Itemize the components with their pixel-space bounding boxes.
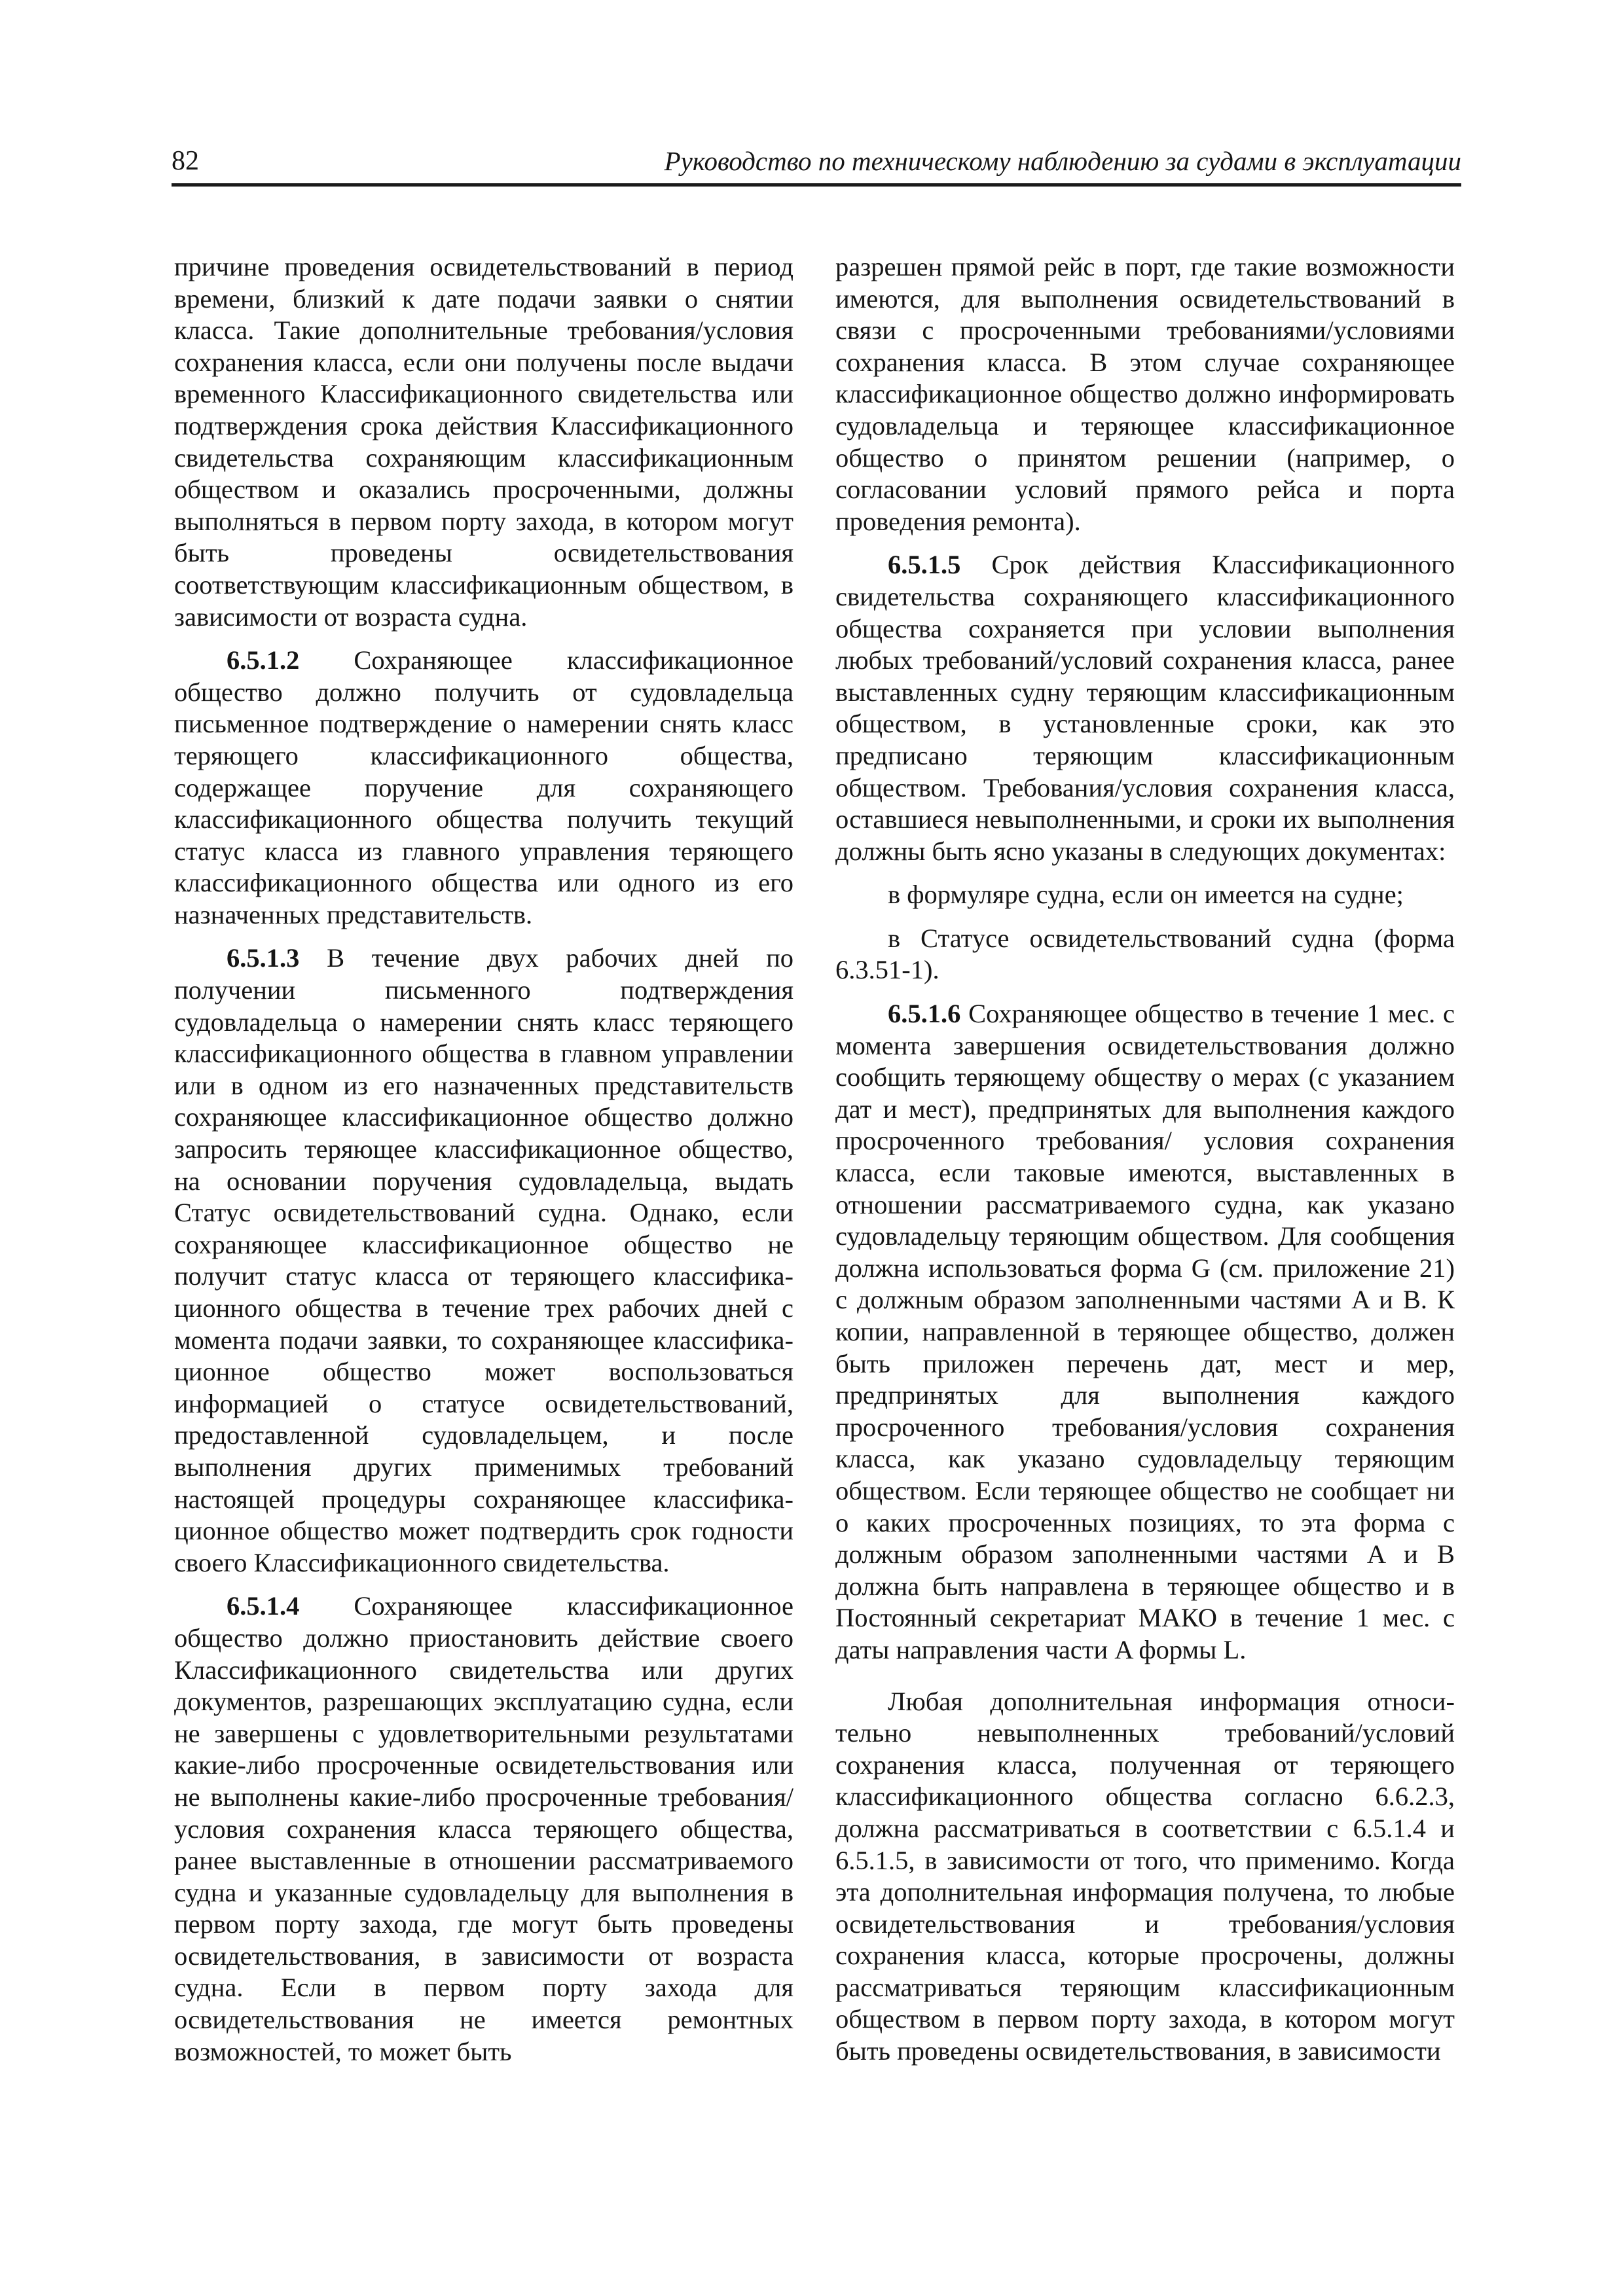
paragraph-text: Сохраняющее общество в течение 1 мес. с момента завершения освидетельствования должно сообщить теряющему обществу о мерах (с указанием дат и мест), предпринятых для выполнения каждого просроченного требования/ условия сохранения класса, если таковые имеются, выставленных в отношении рассматриваемого судна, как указано судовладельцу теряющим обществом. Для сообщения должна использоваться форма G (см. приложение 21) с должным образом заполненными частями A и B. К копии, направленной в теряющее общество, должен быть приложен перечень дат, мест и мер, предпринятых для выполнения каждого просроченного требования/условия сохранения класса, как указано судовладельцу теряющим обществом. Если теряющее общество не сообщает ни о каких просроченных позициях, то эта форма с должным образом заполненными частями A и B должна быть направлена в теряющее общество и в Постоянный секретариат МАКО в течение 1 мес. с даты направления части A формы L. xyxy=(835,999,1455,1664)
list-item: в формуляре судна, если он имеется на судне; xyxy=(888,880,1404,910)
list-item: в Статусе освидетельствований судна (форма 6.3.51-1). xyxy=(835,923,1455,985)
left-column xyxy=(174,251,793,2068)
paragraph-continuation: причине проведения освидетельствований в период времени, близкий к дате подачи заявки о снятии класса. Такие дополнительные требования/условия сохранения класса, если они получены после выдачи временного Классификационного свидетельства или подтверждения срока действия Классификационного свидетельства сохраняющим классификационным обществом и оказались просроченными, должны выполняться в первом порту захода, в котором могут быть проведены освидетельствования соответствующим классификационным обществом, в зависимости от возраста судна. xyxy=(174,252,793,632)
section-number: 6.5.1.5 xyxy=(888,550,961,580)
paragraph-6-5-1-6 xyxy=(835,998,1455,1666)
paragraph-6-5-1-4 xyxy=(174,1590,793,2068)
section-number: 6.5.1.4 xyxy=(227,1591,300,1621)
paragraph-text: Сохраняющее классификационное общество должно получить от судовладельца письменное подтверждение о намерении снять класс теряющего классификационного общества, содержащее поручение для сохраняющего классификационного общества получить текущий статус класса из главного управления теряющего классификационного общества или одного из его назначенных представительств. xyxy=(174,645,793,929)
paragraph-text: Срок действия Классификационного свидетельства сохраняющего классификационного общества сохраняется при условии выполнения любых требований/условий сохранения класса, ранее выставленных судну теряющим классификационным обществом, в установленные сроки, как это предписано теряющим классификационным обществом. Требования/условия сохранения класса, оставшиеся невыполненными, и сроки их выполнения должны быть ясно указаны в следующих документах: xyxy=(835,550,1455,866)
page-number: 82 xyxy=(172,146,199,176)
paragraph-additional-info: Любая дополнительная информация относительно невыполненных требований/условий сохранения класса, полученная от теряющего классификационного общества согласно 6.6.2.3, должна рассматриваться в соответствии с 6.5.1.4 и 6.5.1.5, в зависимости от того, что применимо. Когда эта дополнительная информация получена, то любые освидетельствования и требования/условия сохранения класса, которые просрочены, должны рассматриваться теряющим классификационным обществом в первом порту захода, в котором могут быть проведены освидетельствования, в зависимости xyxy=(835,1686,1455,2066)
running-title: Руководство по техническому наблюдению за судами в эксплуатации xyxy=(664,146,1461,176)
paragraph-6-5-1-2 xyxy=(174,645,793,931)
right-column xyxy=(835,251,1455,2068)
paragraph-6-5-1-5 xyxy=(835,549,1455,867)
paragraph-text: В течение двух рабочих дней по получении письменного подтверждения судовладельца о намерении снять класс теряющего классификационного общества в главном управлении или в одном из его назначенных представительств сохраняющее классификационное общество должно запросить теряющее классификационное общество, на основании поручения судовладельца, выдать Статус освидетельствований судна. Однако, если сохраняющее классификационное общество не получит статус класса от теряющего классификационного общества в течение трех рабочих дней с момента подачи заявки, то сохраняющее классификационное общество может воспользоваться информацией о статусе освидетельствований, предоставленной судовладельцем, и после выполнения других применимых требований настоящей процедуры сохраняющее классификационное общество может подтвердить срок годности своего Классификационного свидетельства. xyxy=(174,943,793,1577)
section-number: 6.5.1.6 xyxy=(888,999,961,1029)
paragraph-continuation: разрешен прямой рейс в порт, где такие возможности имеются, для выполнения освидетельствований в связи с просроченными требованиями/условиями сохранения класса. В этом случае сохраняющее классификационное общество должно информировать судовладельца и теряющее классификационное общество о принятом решении (например, о согласовании условий прямого рейса и порта проведения ремонта). xyxy=(835,252,1455,536)
page-header xyxy=(172,143,1461,187)
section-number: 6.5.1.2 xyxy=(227,645,300,675)
paragraph-text: Сохраняющее классификационное общество должно приостановить действие своего Классификационного свидетельства или других документов, разрешающих эксплуатацию судна, если не завершены с удовлетворительными результатами какие-либо просроченные освидетельствования или не выполнены какие-либо просроченные требования/условия сохранения класса теряющего общества, ранее выставленные в отношении рассматриваемого судна и указанные судовладельцу для выполнения в первом порту захода, где могут быть проведены освидетельствования, в зависимости от возраста судна. Если в первом порту захода для освидетельствования не имеется ремонтных возможностей, то может быть xyxy=(174,1591,793,2066)
paragraph-6-5-1-3 xyxy=(174,942,793,1579)
section-number: 6.5.1.3 xyxy=(227,943,300,973)
